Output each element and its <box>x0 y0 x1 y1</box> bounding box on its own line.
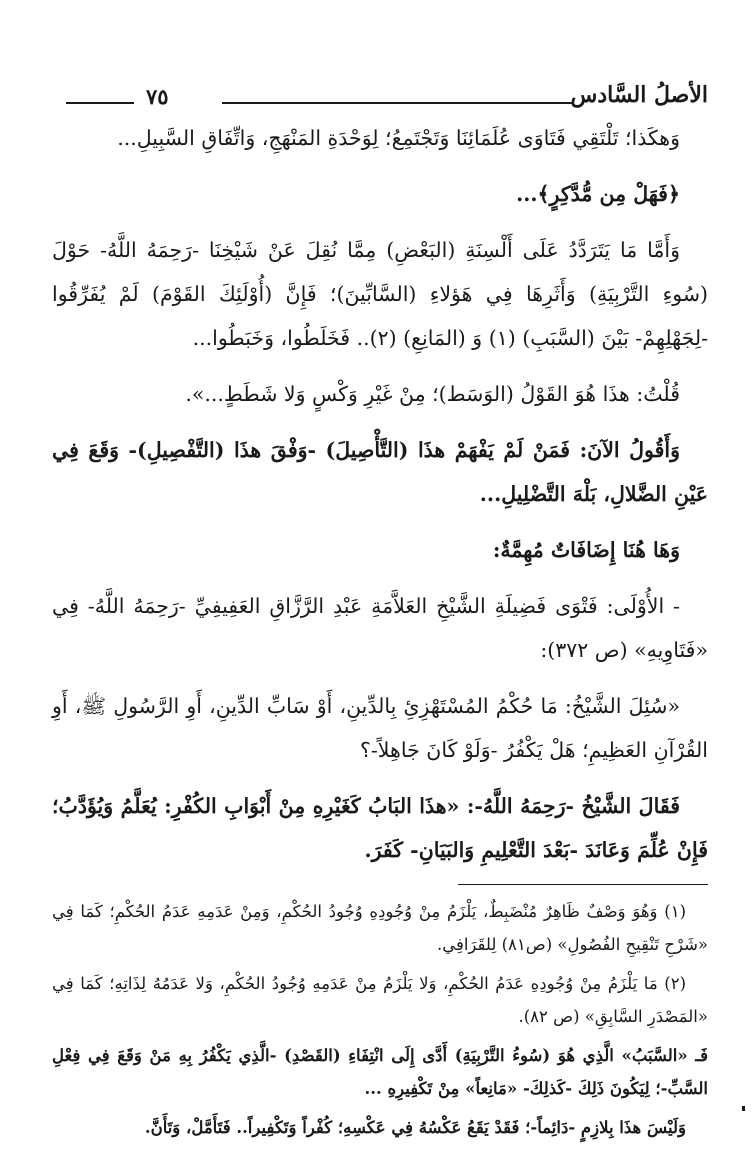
header-rule-short <box>66 102 134 104</box>
main-text <box>52 116 708 872</box>
footnote-divider <box>458 884 708 885</box>
paragraph-7: - الأُوْلَى: فَتْوَى فَضِيلَةِ الشَّيْخِ العَلاَّمَةِ عَبْدِ الرَّزَّاقِ العَفِيفِيِّ -رَحِمَهُ اللَّهُ- فِي «فَتَاوِيهِ» (ص ٣٧٢): <box>52 594 708 662</box>
book-page <box>52 78 708 1150</box>
paragraph-8-question: «سُئِلَ الشَّيْخُ: مَا حُكْمُ المُسْتَهْزِئِ بِالدِّينِ، أَوْ سَابِّ الدِّينِ، أَوِ الرَّسُولِ ﷺ، أَوِ القُرْآنِ العَظِيمِ؛ هَلْ يَكْفُرُ -وَلَوْ كَانَ جَاهِلاً-؟ <box>52 694 708 762</box>
paragraph-2-quran-verse: ﴿فَهَلْ مِن مُّدَّكِرٍ﴾... <box>516 182 680 206</box>
footnote-closing: وَلَيْسَ هذَا بِلازِمٍ -دَائِماً-؛ فَقَدْ يَقَعُ عَكْسُهُ فِي عَكْسِهِ؛ كُفْراً وَتَكْفِيراً.. فَتَأَمَّلْ، وَتَأَنَّ. <box>144 1118 686 1137</box>
paragraph-6-heading: وَهَا هُنَا إِضَافَاتٌ مُهِمَّةٌ: <box>492 538 680 562</box>
page-header <box>52 78 708 116</box>
paragraph-9-answer: فَقَالَ الشَّيْخُ -رَحِمَهُ اللَّهُ-: «هذَا البَابُ كَغَيْرِهِ مِنْ أَبْوَابِ الكُفْرِ: يُعَلَّمُ وَيُؤَدَّبُ؛ فَإِنْ عُلِّمَ وَعَانَدَ -بَعْدَ التَّعْلِيمِ وَالبَيَانِ- كَفَرَ. <box>52 794 708 862</box>
paragraph-1: وَهكَذا؛ تَلْتَقِي فَتَاوَى عُلَمَائِنَا وَتَجْتَمِعُ؛ لِوَحْدَةِ المَنْهَجِ، وَاتِّفَاقِ السَّبِيلِ... <box>117 126 680 150</box>
footnote-1: (١) وَهُوَ وَصْفٌ ظَاهِرٌ مُنْضَبِطٌ، يَلْزَمُ مِنْ وُجُودِهِ وُجُودُ الحُكْمِ، وَمِنْ عَدَمِهِ عَدَمُ الحُكْمِ؛ كَمَا فِي «شَرْحِ تَنْقِيحِ الفُصُولِ» (ص٨١) لِلقَرَافِي. <box>52 902 708 954</box>
page-number: ٧٥ <box>146 84 169 109</box>
paragraph-4: قُلْتُ: هذَا هُوَ القَوْلُ (الوَسَط)؛ مِنْ غَيْرِ وَكْسٍ وَلا شَطَطٍ...». <box>185 382 680 406</box>
chapter-title: الأصلُ السَّادس <box>570 82 708 108</box>
scan-edge-mark <box>742 1106 745 1111</box>
paragraph-5: وَأَقُولُ الآنَ: فَمَنْ لَمْ يَفْهَمْ هذَا (التَّأْصِيلَ) -وَفْقَ هذَا (التَّفْصِيلِ)- وَقَعَ فِي عَيْنِ الضَّلالِ، بَلْهَ التَّضْلِيلِ... <box>52 438 708 506</box>
footnote-2: (٢) مَا يَلْزَمُ مِنْ وُجُودِهِ عَدَمُ الحُكْمِ، وَلا يَلْزَمُ مِنْ عَدَمِهِ وُجُودُ الحُكْمِ، وَلا عَدَمُهُ لِذَاتِهِ؛ كَمَا فِي «المَصْدَرِ السَّابِقِ» (ص ٨٢). <box>52 974 708 1026</box>
paragraph-3: وَأَمَّا مَا يَتَرَدَّدُ عَلَى أَلْسِنَةِ (البَعْضِ) مِمَّا نُقِلَ عَنْ شَيْخِنَا -رَحِمَهُ اللَّهُ- حَوْلَ (سُوءِ التَّرْبِيَةِ) وَأَثَرِهَا فِي هَؤلاءِ (السَّابِّينَ)؛ فَإِنَّ (أُوْلَئِكَ القَوْمَ) لَمْ يُفَرِّقُوا -لِجَهْلِهِمْ- بَيْنَ (السَّبَبِ) (١) وَ (المَانِعِ) (٢).. فَخَلَطُوا، وَخَبَطُوا... <box>52 238 708 350</box>
header-rule-long <box>222 102 574 104</box>
footnote-note: فَـ «السَّبَبُ» الَّذِي هُوَ (سُوءُ التَّرْبِيَةِ) أَدَّى إِلَى انْتِفَاءِ (القَصْدِ) -الَّذِي يَكْفُرُ بِهِ مَنْ وَقَعَ فِي فِعْلِ السَّبِّ-؛ لِيَكُونَ ذَلِكَ -كَذلِكَ- «مَانِعاً» مِنْ تَكْفِيرِهِ ... <box>52 1046 708 1098</box>
footnotes <box>52 895 708 1144</box>
